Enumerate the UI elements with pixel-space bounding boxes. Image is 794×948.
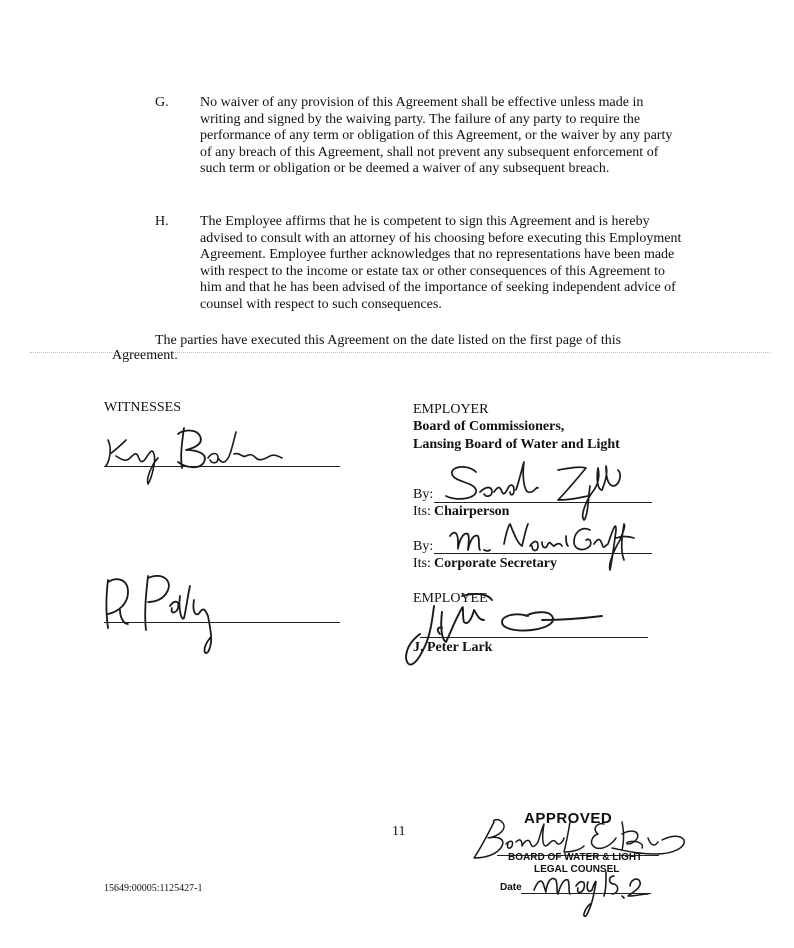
employer-org-line-1: Board of Commissioners, bbox=[413, 419, 565, 434]
its-label-1: Its: bbox=[413, 504, 431, 519]
handwritten-date bbox=[528, 860, 658, 920]
witness-2-signature bbox=[98, 566, 238, 658]
stamp-approved: APPROVED bbox=[524, 810, 613, 827]
its-label-2: Its: bbox=[413, 556, 431, 571]
witnesses-heading: WITNESSES bbox=[104, 400, 181, 415]
closing-line-2: Agreement. bbox=[112, 348, 178, 363]
employer-heading: EMPLOYER bbox=[413, 402, 489, 417]
secretary-title: Corporate Secretary bbox=[434, 556, 557, 571]
employer-org-line-2: Lansing Board of Water and Light bbox=[413, 437, 620, 452]
employee-signature bbox=[402, 582, 612, 678]
clause-h-letter: H. bbox=[155, 214, 169, 229]
by-label-1: By: bbox=[413, 487, 434, 502]
clause-g-text: No waiver of any provision of this Agreement shall be effective unless made in writing and signed by the waiving party. The failure of any party to require the performance of any term or obligation of this Agreement, or the waiver by any party of any breach of this Agreement, shall not prevent any subsequent enforcement of such term or obligation or be deemed a waiver of any subsequent breach. bbox=[200, 95, 673, 177]
stamp-date-label: Date bbox=[500, 882, 522, 893]
employee-name: J. Peter Lark bbox=[413, 640, 493, 655]
by-label-2: By: bbox=[413, 539, 434, 554]
document-id: 15649:00005:1125427-1 bbox=[104, 883, 203, 894]
closing-line-1: The parties have executed this Agreement on the date listed on the first page of this bbox=[155, 333, 622, 348]
page-number: 11 bbox=[392, 824, 406, 839]
witness-1-signature bbox=[100, 418, 300, 488]
clause-g-letter: G. bbox=[155, 95, 169, 110]
stamp-line-1: BOARD OF WATER & LIGHT bbox=[508, 852, 643, 863]
employee-heading: EMPLOYEE bbox=[413, 591, 488, 606]
clause-h-text: The Employee affirms that he is competent to sign this Agreement and is hereby advised to consult with an attorney of his choosing before executing this Employment Agreement. Employee further acknowledges that no representations have been made with respect to the income or estate tax or other consequences of this Agreement to him and that he has been advised of the importance of seeking independent advice of counsel with respect to such consequences. bbox=[200, 214, 682, 312]
chairperson-title: Chairperson bbox=[434, 504, 510, 519]
stamp-line-2: LEGAL COUNSEL bbox=[534, 864, 620, 875]
